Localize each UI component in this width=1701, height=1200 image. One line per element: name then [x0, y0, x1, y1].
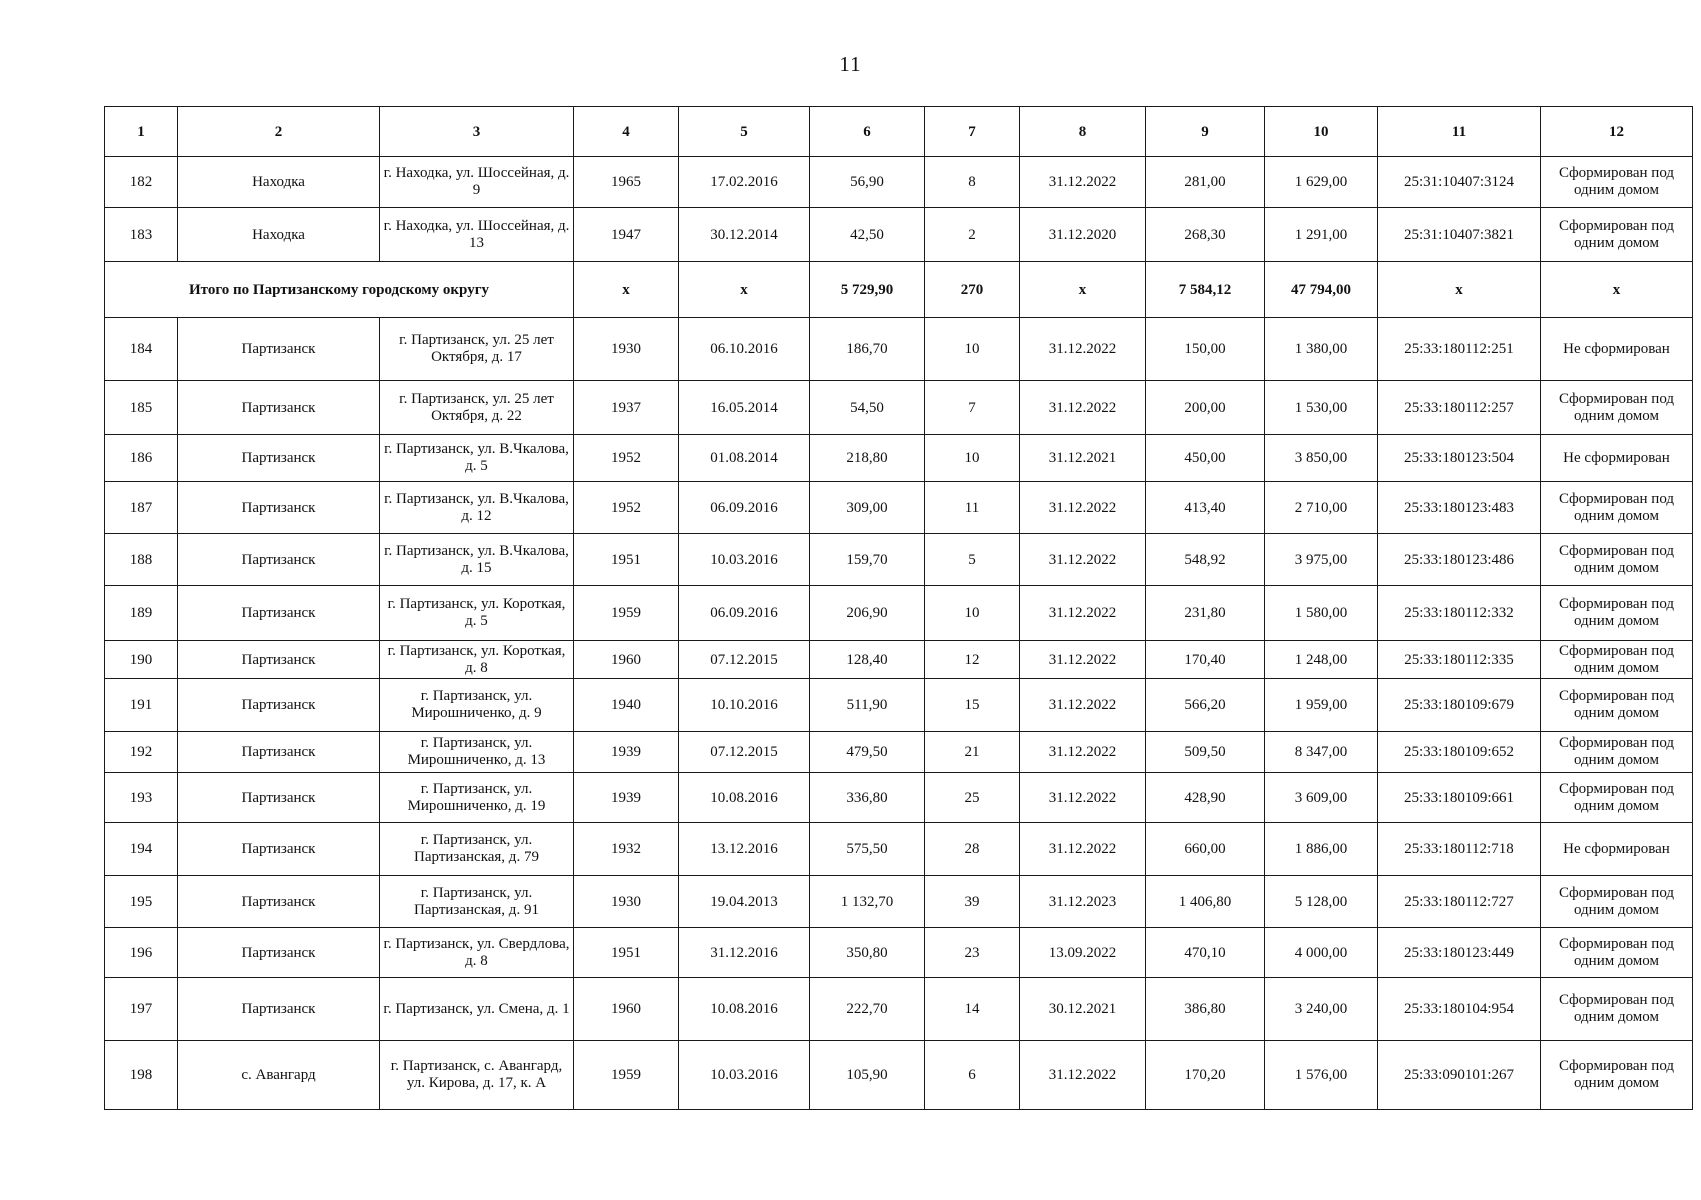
col-header-7: 7 — [925, 107, 1020, 157]
cell-locality: Партизанск — [178, 318, 380, 381]
table-row — [105, 586, 1693, 641]
cell-number: 186 — [105, 435, 178, 482]
cell-cost: 1 291,00 — [1265, 208, 1378, 262]
cell-plot-status: Сформирован под одним домом — [1541, 534, 1693, 586]
cell-plot-status: Сформирован под одним домом — [1541, 679, 1693, 732]
cell-cost: 1 576,00 — [1265, 1041, 1378, 1110]
cell-area: 159,70 — [810, 534, 925, 586]
cell-number: 197 — [105, 978, 178, 1041]
table-row — [105, 732, 1693, 773]
cell-number: 190 — [105, 641, 178, 679]
col-header-6: 6 — [810, 107, 925, 157]
cell-plot-status: Сформирован под одним домом — [1541, 157, 1693, 208]
cell-cost: 5 128,00 — [1265, 876, 1378, 928]
cell-address: г. Находка, ул. Шоссейная, д. 13 — [380, 208, 574, 262]
cell-cost: 3 240,00 — [1265, 978, 1378, 1041]
total-cell-residents: 270 — [925, 262, 1020, 318]
col-header-3: 3 — [380, 107, 574, 157]
cell-plot-status: Не сформирован — [1541, 318, 1693, 381]
cell-locality: Партизанск — [178, 534, 380, 586]
cell-locality: Партизанск — [178, 773, 380, 823]
cell-residents: 11 — [925, 482, 1020, 534]
header-row — [105, 107, 1693, 157]
cell-locality: Партизанск — [178, 978, 380, 1041]
cell-address: г. Партизанск, ул. Мирошниченко, д. 19 — [380, 773, 574, 823]
table-row — [105, 928, 1693, 978]
cell-area: 309,00 — [810, 482, 925, 534]
cell-plot-status: Не сформирован — [1541, 823, 1693, 876]
cell-deadline: 31.12.2022 — [1020, 482, 1146, 534]
cell-residents: 7 — [925, 381, 1020, 435]
cell-deadline: 31.12.2022 — [1020, 534, 1146, 586]
cell-year: 1960 — [574, 978, 679, 1041]
cell-address: г. Партизанск, ул. Мирошниченко, д. 13 — [380, 732, 574, 773]
cell-address: г. Партизанск, ул. 25 лет Октября, д. 17 — [380, 318, 574, 381]
cell-number: 191 — [105, 679, 178, 732]
cell-plot-area: 413,40 — [1146, 482, 1265, 534]
cell-plot-status: Сформирован под одним домом — [1541, 928, 1693, 978]
cell-cost: 1 530,00 — [1265, 381, 1378, 435]
cell-cadastral-number: 25:33:180112:257 — [1378, 381, 1541, 435]
cell-residents: 10 — [925, 586, 1020, 641]
col-header-1: 1 — [105, 107, 178, 157]
cell-area: 222,70 — [810, 978, 925, 1041]
cell-number: 196 — [105, 928, 178, 978]
cell-cadastral-number: 25:31:10407:3124 — [1378, 157, 1541, 208]
cell-area: 128,40 — [810, 641, 925, 679]
total-cell-year: x — [574, 262, 679, 318]
cell-year: 1952 — [574, 482, 679, 534]
cell-residents: 2 — [925, 208, 1020, 262]
cell-date: 31.12.2016 — [679, 928, 810, 978]
cell-plot-status: Не сформирован — [1541, 435, 1693, 482]
cell-date: 19.04.2013 — [679, 876, 810, 928]
cell-cost: 4 000,00 — [1265, 928, 1378, 978]
cell-cadastral-number: 25:33:180123:449 — [1378, 928, 1541, 978]
cell-deadline: 31.12.2020 — [1020, 208, 1146, 262]
cell-cadastral-number: 25:33:180109:652 — [1378, 732, 1541, 773]
cell-date: 07.12.2015 — [679, 641, 810, 679]
cell-address: г. Партизанск, ул. В.Чкалова, д. 12 — [380, 482, 574, 534]
cell-locality: Партизанск — [178, 732, 380, 773]
col-header-8: 8 — [1020, 107, 1146, 157]
cell-plot-area: 281,00 — [1146, 157, 1265, 208]
cell-cadastral-number: 25:31:10407:3821 — [1378, 208, 1541, 262]
cell-residents: 5 — [925, 534, 1020, 586]
cell-plot-area: 268,30 — [1146, 208, 1265, 262]
cell-number: 183 — [105, 208, 178, 262]
cell-address: г. Партизанск, с. Авангард, ул. Кирова, д. 17, к. А — [380, 1041, 574, 1110]
cell-number: 187 — [105, 482, 178, 534]
cell-year: 1939 — [574, 773, 679, 823]
cell-year: 1952 — [574, 435, 679, 482]
cell-plot-status: Сформирован под одним домом — [1541, 978, 1693, 1041]
cell-number: 195 — [105, 876, 178, 928]
col-header-2: 2 — [178, 107, 380, 157]
table-row — [105, 679, 1693, 732]
cell-locality: с. Авангард — [178, 1041, 380, 1110]
col-header-11: 11 — [1378, 107, 1541, 157]
cell-area: 56,90 — [810, 157, 925, 208]
col-header-4: 4 — [574, 107, 679, 157]
cell-year: 1932 — [574, 823, 679, 876]
cell-date: 07.12.2015 — [679, 732, 810, 773]
cell-residents: 10 — [925, 435, 1020, 482]
cell-residents: 10 — [925, 318, 1020, 381]
cell-year: 1930 — [574, 318, 679, 381]
col-header-5: 5 — [679, 107, 810, 157]
col-header-10: 10 — [1265, 107, 1378, 157]
cell-plot-area: 200,00 — [1146, 381, 1265, 435]
cell-plot-area: 1 406,80 — [1146, 876, 1265, 928]
cell-address: г. Партизанск, ул. В.Чкалова, д. 5 — [380, 435, 574, 482]
cell-year: 1959 — [574, 1041, 679, 1110]
cell-residents: 6 — [925, 1041, 1020, 1110]
cell-plot-status: Сформирован под одним домом — [1541, 482, 1693, 534]
page-number: 11 — [839, 52, 862, 76]
cell-plot-area: 170,20 — [1146, 1041, 1265, 1110]
cell-address: г. Партизанск, ул. В.Чкалова, д. 15 — [380, 534, 574, 586]
cell-plot-area: 470,10 — [1146, 928, 1265, 978]
cell-cadastral-number: 25:33:180123:483 — [1378, 482, 1541, 534]
cell-number: 192 — [105, 732, 178, 773]
cell-cost: 1 886,00 — [1265, 823, 1378, 876]
cell-number: 188 — [105, 534, 178, 586]
total-cell-cadastral-number: x — [1378, 262, 1541, 318]
cell-plot-area: 428,90 — [1146, 773, 1265, 823]
cell-cadastral-number: 25:33:180112:718 — [1378, 823, 1541, 876]
cell-year: 1930 — [574, 876, 679, 928]
cell-cost: 8 347,00 — [1265, 732, 1378, 773]
cell-plot-area: 150,00 — [1146, 318, 1265, 381]
cell-plot-status: Сформирован под одним домом — [1541, 876, 1693, 928]
cell-residents: 39 — [925, 876, 1020, 928]
cell-date: 30.12.2014 — [679, 208, 810, 262]
cell-date: 17.02.2016 — [679, 157, 810, 208]
cell-address: г. Партизанск, ул. Партизанская, д. 79 — [380, 823, 574, 876]
cell-area: 42,50 — [810, 208, 925, 262]
cell-deadline: 31.12.2021 — [1020, 435, 1146, 482]
cell-locality: Партизанск — [178, 435, 380, 482]
cell-area: 1 132,70 — [810, 876, 925, 928]
total-cell-cost: 47 794,00 — [1265, 262, 1378, 318]
cell-date: 06.10.2016 — [679, 318, 810, 381]
cell-year: 1951 — [574, 928, 679, 978]
cell-deadline: 31.12.2022 — [1020, 773, 1146, 823]
cell-cadastral-number: 25:33:180112:251 — [1378, 318, 1541, 381]
cell-locality: Партизанск — [178, 928, 380, 978]
cell-area: 206,90 — [810, 586, 925, 641]
cell-deadline: 31.12.2022 — [1020, 318, 1146, 381]
cell-locality: Партизанск — [178, 586, 380, 641]
cell-deadline: 31.12.2022 — [1020, 679, 1146, 732]
cell-date: 10.10.2016 — [679, 679, 810, 732]
cell-year: 1947 — [574, 208, 679, 262]
cell-address: г. Партизанск, ул. 25 лет Октября, д. 22 — [380, 381, 574, 435]
cell-residents: 12 — [925, 641, 1020, 679]
cell-deadline: 31.12.2022 — [1020, 157, 1146, 208]
cell-plot-status: Сформирован под одним домом — [1541, 586, 1693, 641]
cell-cost: 2 710,00 — [1265, 482, 1378, 534]
total-cell-plot-status: x — [1541, 262, 1693, 318]
cell-locality: Партизанск — [178, 679, 380, 732]
table-row — [105, 773, 1693, 823]
cell-deadline: 30.12.2021 — [1020, 978, 1146, 1041]
cell-residents: 21 — [925, 732, 1020, 773]
table-row — [105, 435, 1693, 482]
total-cell-plot-area: 7 584,12 — [1146, 262, 1265, 318]
cell-area: 336,80 — [810, 773, 925, 823]
cell-number: 189 — [105, 586, 178, 641]
table-row — [105, 208, 1693, 262]
cell-date: 13.12.2016 — [679, 823, 810, 876]
cell-deadline: 31.12.2022 — [1020, 823, 1146, 876]
cell-date: 10.08.2016 — [679, 773, 810, 823]
cell-date: 06.09.2016 — [679, 482, 810, 534]
cell-number: 198 — [105, 1041, 178, 1110]
total-row — [105, 262, 1693, 318]
cell-date: 10.03.2016 — [679, 534, 810, 586]
cell-plot-status: Сформирован под одним домом — [1541, 732, 1693, 773]
cell-plot-area: 660,00 — [1146, 823, 1265, 876]
cell-locality: Партизанск — [178, 641, 380, 679]
cell-year: 1951 — [574, 534, 679, 586]
total-cell-date: x — [679, 262, 810, 318]
cell-plot-area: 548,92 — [1146, 534, 1265, 586]
cell-plot-status: Сформирован под одним домом — [1541, 1041, 1693, 1110]
cell-deadline: 31.12.2022 — [1020, 1041, 1146, 1110]
cell-locality: Находка — [178, 157, 380, 208]
cell-area: 575,50 — [810, 823, 925, 876]
total-label: Итого по Партизанскому городскому округу — [105, 262, 574, 318]
cell-number: 184 — [105, 318, 178, 381]
cell-address: г. Партизанск, ул. Свердлова, д. 8 — [380, 928, 574, 978]
cell-cost: 3 850,00 — [1265, 435, 1378, 482]
cell-year: 1959 — [574, 586, 679, 641]
table-row — [105, 534, 1693, 586]
cell-address: г. Партизанск, ул. Партизанская, д. 91 — [380, 876, 574, 928]
cell-year: 1939 — [574, 732, 679, 773]
cell-number: 193 — [105, 773, 178, 823]
cell-year: 1940 — [574, 679, 679, 732]
cell-number: 185 — [105, 381, 178, 435]
table-row — [105, 876, 1693, 928]
col-header-9: 9 — [1146, 107, 1265, 157]
cell-date: 16.05.2014 — [679, 381, 810, 435]
cell-residents: 14 — [925, 978, 1020, 1041]
cell-deadline: 31.12.2022 — [1020, 732, 1146, 773]
cell-date: 10.08.2016 — [679, 978, 810, 1041]
cell-cadastral-number: 25:33:180104:954 — [1378, 978, 1541, 1041]
cell-cadastral-number: 25:33:090101:267 — [1378, 1041, 1541, 1110]
cell-date: 06.09.2016 — [679, 586, 810, 641]
cell-cost: 1 248,00 — [1265, 641, 1378, 679]
cell-cadastral-number: 25:33:180112:332 — [1378, 586, 1541, 641]
cell-deadline: 13.09.2022 — [1020, 928, 1146, 978]
cell-address: г. Партизанск, ул. Короткая, д. 8 — [380, 641, 574, 679]
table-row — [105, 978, 1693, 1041]
table-row — [105, 641, 1693, 679]
cell-date: 10.03.2016 — [679, 1041, 810, 1110]
cell-residents: 28 — [925, 823, 1020, 876]
cell-locality: Партизанск — [178, 823, 380, 876]
table-body — [105, 157, 1693, 1110]
cell-number: 194 — [105, 823, 178, 876]
col-header-12: 12 — [1541, 107, 1693, 157]
cell-cadastral-number: 25:33:180109:679 — [1378, 679, 1541, 732]
cell-cadastral-number: 25:33:180123:504 — [1378, 435, 1541, 482]
table-row — [105, 482, 1693, 534]
cell-area: 511,90 — [810, 679, 925, 732]
cell-plot-status: Сформирован под одним домом — [1541, 208, 1693, 262]
cell-cadastral-number: 25:33:180123:486 — [1378, 534, 1541, 586]
cell-plot-area: 450,00 — [1146, 435, 1265, 482]
cell-cadastral-number: 25:33:180112:727 — [1378, 876, 1541, 928]
cell-area: 105,90 — [810, 1041, 925, 1110]
cell-cadastral-number: 25:33:180112:335 — [1378, 641, 1541, 679]
cell-plot-area: 566,20 — [1146, 679, 1265, 732]
cell-residents: 8 — [925, 157, 1020, 208]
cell-locality: Партизанск — [178, 381, 380, 435]
table-row — [105, 157, 1693, 208]
cell-area: 350,80 — [810, 928, 925, 978]
cell-deadline: 31.12.2022 — [1020, 641, 1146, 679]
cell-locality: Партизанск — [178, 876, 380, 928]
cell-plot-status: Сформирован под одним домом — [1541, 381, 1693, 435]
cell-year: 1960 — [574, 641, 679, 679]
cell-deadline: 31.12.2022 — [1020, 586, 1146, 641]
cell-number: 182 — [105, 157, 178, 208]
cell-locality: Партизанск — [178, 482, 380, 534]
cell-address: г. Партизанск, ул. Короткая, д. 5 — [380, 586, 574, 641]
table-row — [105, 1041, 1693, 1110]
total-cell-deadline: x — [1020, 262, 1146, 318]
cell-area: 218,80 — [810, 435, 925, 482]
cell-address: г. Находка, ул. Шоссейная, д. 9 — [380, 157, 574, 208]
cell-cost: 1 380,00 — [1265, 318, 1378, 381]
cell-address: г. Партизанск, ул. Смена, д. 1 — [380, 978, 574, 1041]
cell-area: 54,50 — [810, 381, 925, 435]
cell-plot-area: 231,80 — [1146, 586, 1265, 641]
cell-date: 01.08.2014 — [679, 435, 810, 482]
cell-cost: 1 629,00 — [1265, 157, 1378, 208]
cell-plot-status: Сформирован под одним домом — [1541, 773, 1693, 823]
table-row — [105, 381, 1693, 435]
cell-year: 1937 — [574, 381, 679, 435]
cell-deadline: 31.12.2022 — [1020, 381, 1146, 435]
cell-residents: 15 — [925, 679, 1020, 732]
cell-residents: 23 — [925, 928, 1020, 978]
table-row — [105, 823, 1693, 876]
cell-cost: 3 975,00 — [1265, 534, 1378, 586]
cell-plot-area: 170,40 — [1146, 641, 1265, 679]
cell-year: 1965 — [574, 157, 679, 208]
cell-plot-area: 386,80 — [1146, 978, 1265, 1041]
cell-cost: 1 580,00 — [1265, 586, 1378, 641]
cell-locality: Находка — [178, 208, 380, 262]
cell-cost: 3 609,00 — [1265, 773, 1378, 823]
cell-plot-status: Сформирован под одним домом — [1541, 641, 1693, 679]
cell-cost: 1 959,00 — [1265, 679, 1378, 732]
cell-cadastral-number: 25:33:180109:661 — [1378, 773, 1541, 823]
cell-residents: 25 — [925, 773, 1020, 823]
cell-area: 186,70 — [810, 318, 925, 381]
cell-plot-area: 509,50 — [1146, 732, 1265, 773]
cell-area: 479,50 — [810, 732, 925, 773]
table-row — [105, 318, 1693, 381]
cell-deadline: 31.12.2023 — [1020, 876, 1146, 928]
housing-registry-table — [104, 106, 1693, 1110]
total-cell-area: 5 729,90 — [810, 262, 925, 318]
cell-address: г. Партизанск, ул. Мирошниченко, д. 9 — [380, 679, 574, 732]
